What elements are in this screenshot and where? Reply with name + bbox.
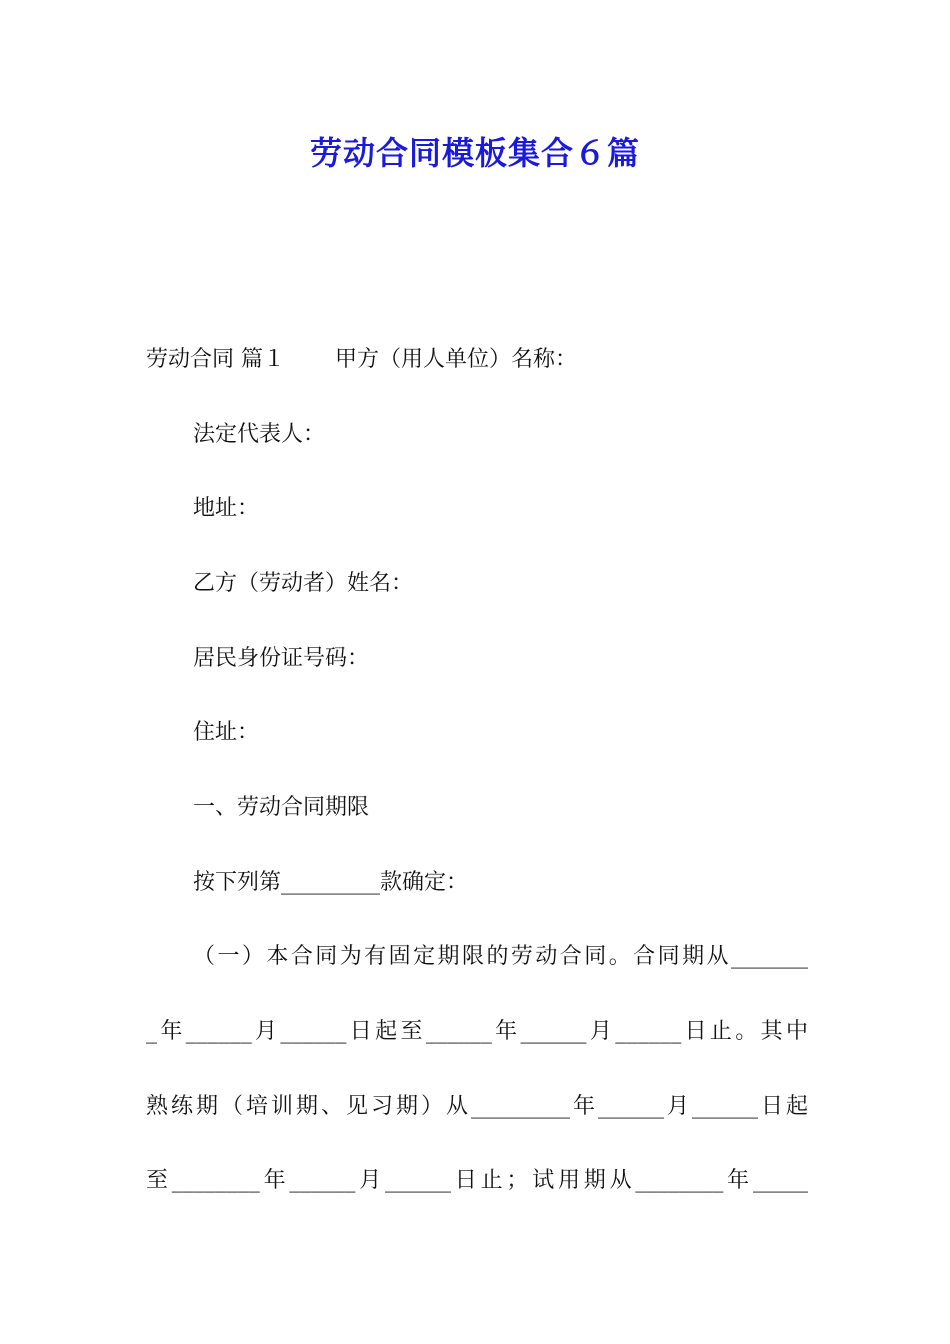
party-b-name-label: 乙方（劳动者）姓名： [193,571,414,596]
body-paragraph-line: _年______月______日起至______年______月______日止。其中 [146,1019,808,1044]
page-title: 劳动合同模板集合６篇 [309,134,640,172]
party-a-address-label: 地址： [193,496,260,521]
legal-representative-label: 法定代表人： [193,422,326,447]
id-number-label: 居民身份证号码： [193,646,370,671]
body-paragraph-line: 按下列第_________款确定： [193,870,469,895]
body-paragraph-line: （一）本合同为有固定期限的劳动合同。合同期从_______ [193,944,808,969]
section-heading-line [146,343,808,377]
party-a-name-label: 甲方（用人单位）名称： [335,347,578,372]
clause-heading: 一、劳动合同期限 [193,795,370,820]
body-paragraph-line: 熟练期（培训期、见习期）从_________年______月______日起 [146,1094,808,1119]
party-b-address-label: 住址： [193,720,260,745]
body-paragraph-line: 至________年______月______日止；试用期从________年_____ [146,1168,808,1193]
section-heading: 劳动合同 篇１ [146,347,285,372]
